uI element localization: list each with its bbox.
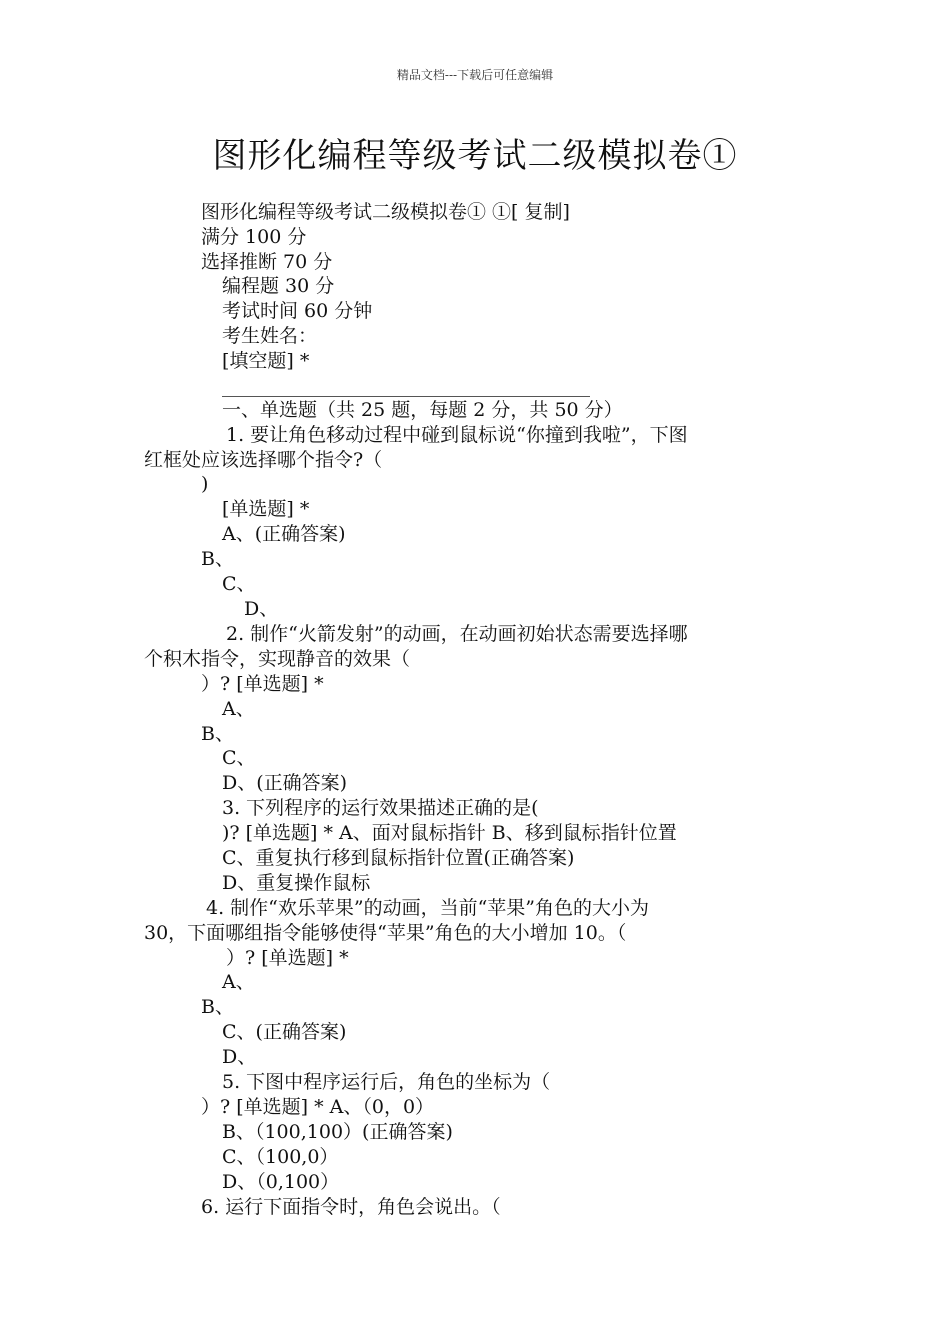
programming-score-line: 编程题 30 分 [222,275,335,297]
question-2-option-c: C、 [222,747,256,769]
name-answer-underline [222,396,590,397]
question-4-option-a: A、 [222,971,255,993]
subtitle-line: 图形化编程等级考试二级模拟卷① ①[ 复制] [201,201,570,223]
full-score-line: 满分 100 分 [201,226,307,248]
question-1-type: [单选题] * [222,498,310,520]
question-3-type-and-options: )? [单选题] * A、面对鼠标指针 B、移到鼠标指针位置 [222,822,677,844]
question-1-option-a: A、(正确答案) [222,523,346,545]
question-2-option-b: B、 [201,723,234,745]
question-6-text: 6. 运行下面指令时，角色会说出。（ [201,1196,501,1218]
question-4-option-d: D、 [222,1046,257,1068]
question-1-option-c: C、 [222,573,256,595]
question-4-text: 4. 制作“欢乐苹果”的动画，当前“苹果”角色的大小为 [206,897,650,919]
question-4-text-cont: 30，下面哪组指令能够使得“苹果”角色的大小增加 10。（ [144,922,627,944]
question-3-text: 3. 下列程序的运行效果描述正确的是( [222,797,539,819]
question-2-option-d: D、(正确答案) [222,772,348,794]
question-5-option-d: D、（0,100） [222,1171,340,1193]
question-5-option-c: C、（100,0） [222,1146,339,1168]
question-3-option-d: D、重复操作鼠标 [222,872,371,894]
fill-blank-label: [填空题] * [222,350,310,372]
question-4-option-c: C、(正确答案) [222,1021,347,1043]
choice-score-line: 选择推断 70 分 [201,251,333,273]
question-4-type: ）? [单选题] * [226,947,349,969]
student-name-line: 考生姓名： [222,325,318,347]
question-1-text-cont: 红框处应该选择哪个指令?（ [144,449,383,471]
section-heading: 一、单选题（共 25 题，每题 2 分，共 50 分） [222,399,623,421]
question-2-text: 2. 制作“火箭发射”的动画，在动画初始状态需要选择哪 [226,623,688,645]
question-2-option-a: A、 [222,698,255,720]
question-4-option-b: B、 [201,996,234,1018]
question-1-option-b: B、 [201,548,234,570]
question-5-option-b: B、（100,100）(正确答案) [222,1121,453,1143]
question-5-text: 5. 下图中程序运行后，角色的坐标为（ [222,1071,551,1093]
exam-time-line: 考试时间 60 分钟 [222,300,373,322]
question-5-type-and-option-a: ）? [单选题] * A、（0，0） [201,1096,435,1118]
question-1-paren: ) [201,473,209,495]
question-3-option-c: C、重复执行移到鼠标指针位置(正确答案) [222,847,575,869]
question-1-text: 1. 要让角色移动过程中碰到鼠标说“你撞到我啦”，下图 [226,424,688,446]
document-title: 图形化编程等级考试二级模拟卷① [212,136,738,176]
header-note: 精品文档---下载后可任意编辑 [396,68,554,82]
question-2-type: ）? [单选题] * [201,673,324,695]
question-2-text-cont: 个积木指令，实现静音的效果（ [144,648,411,670]
question-1-option-d: D、 [244,598,279,620]
